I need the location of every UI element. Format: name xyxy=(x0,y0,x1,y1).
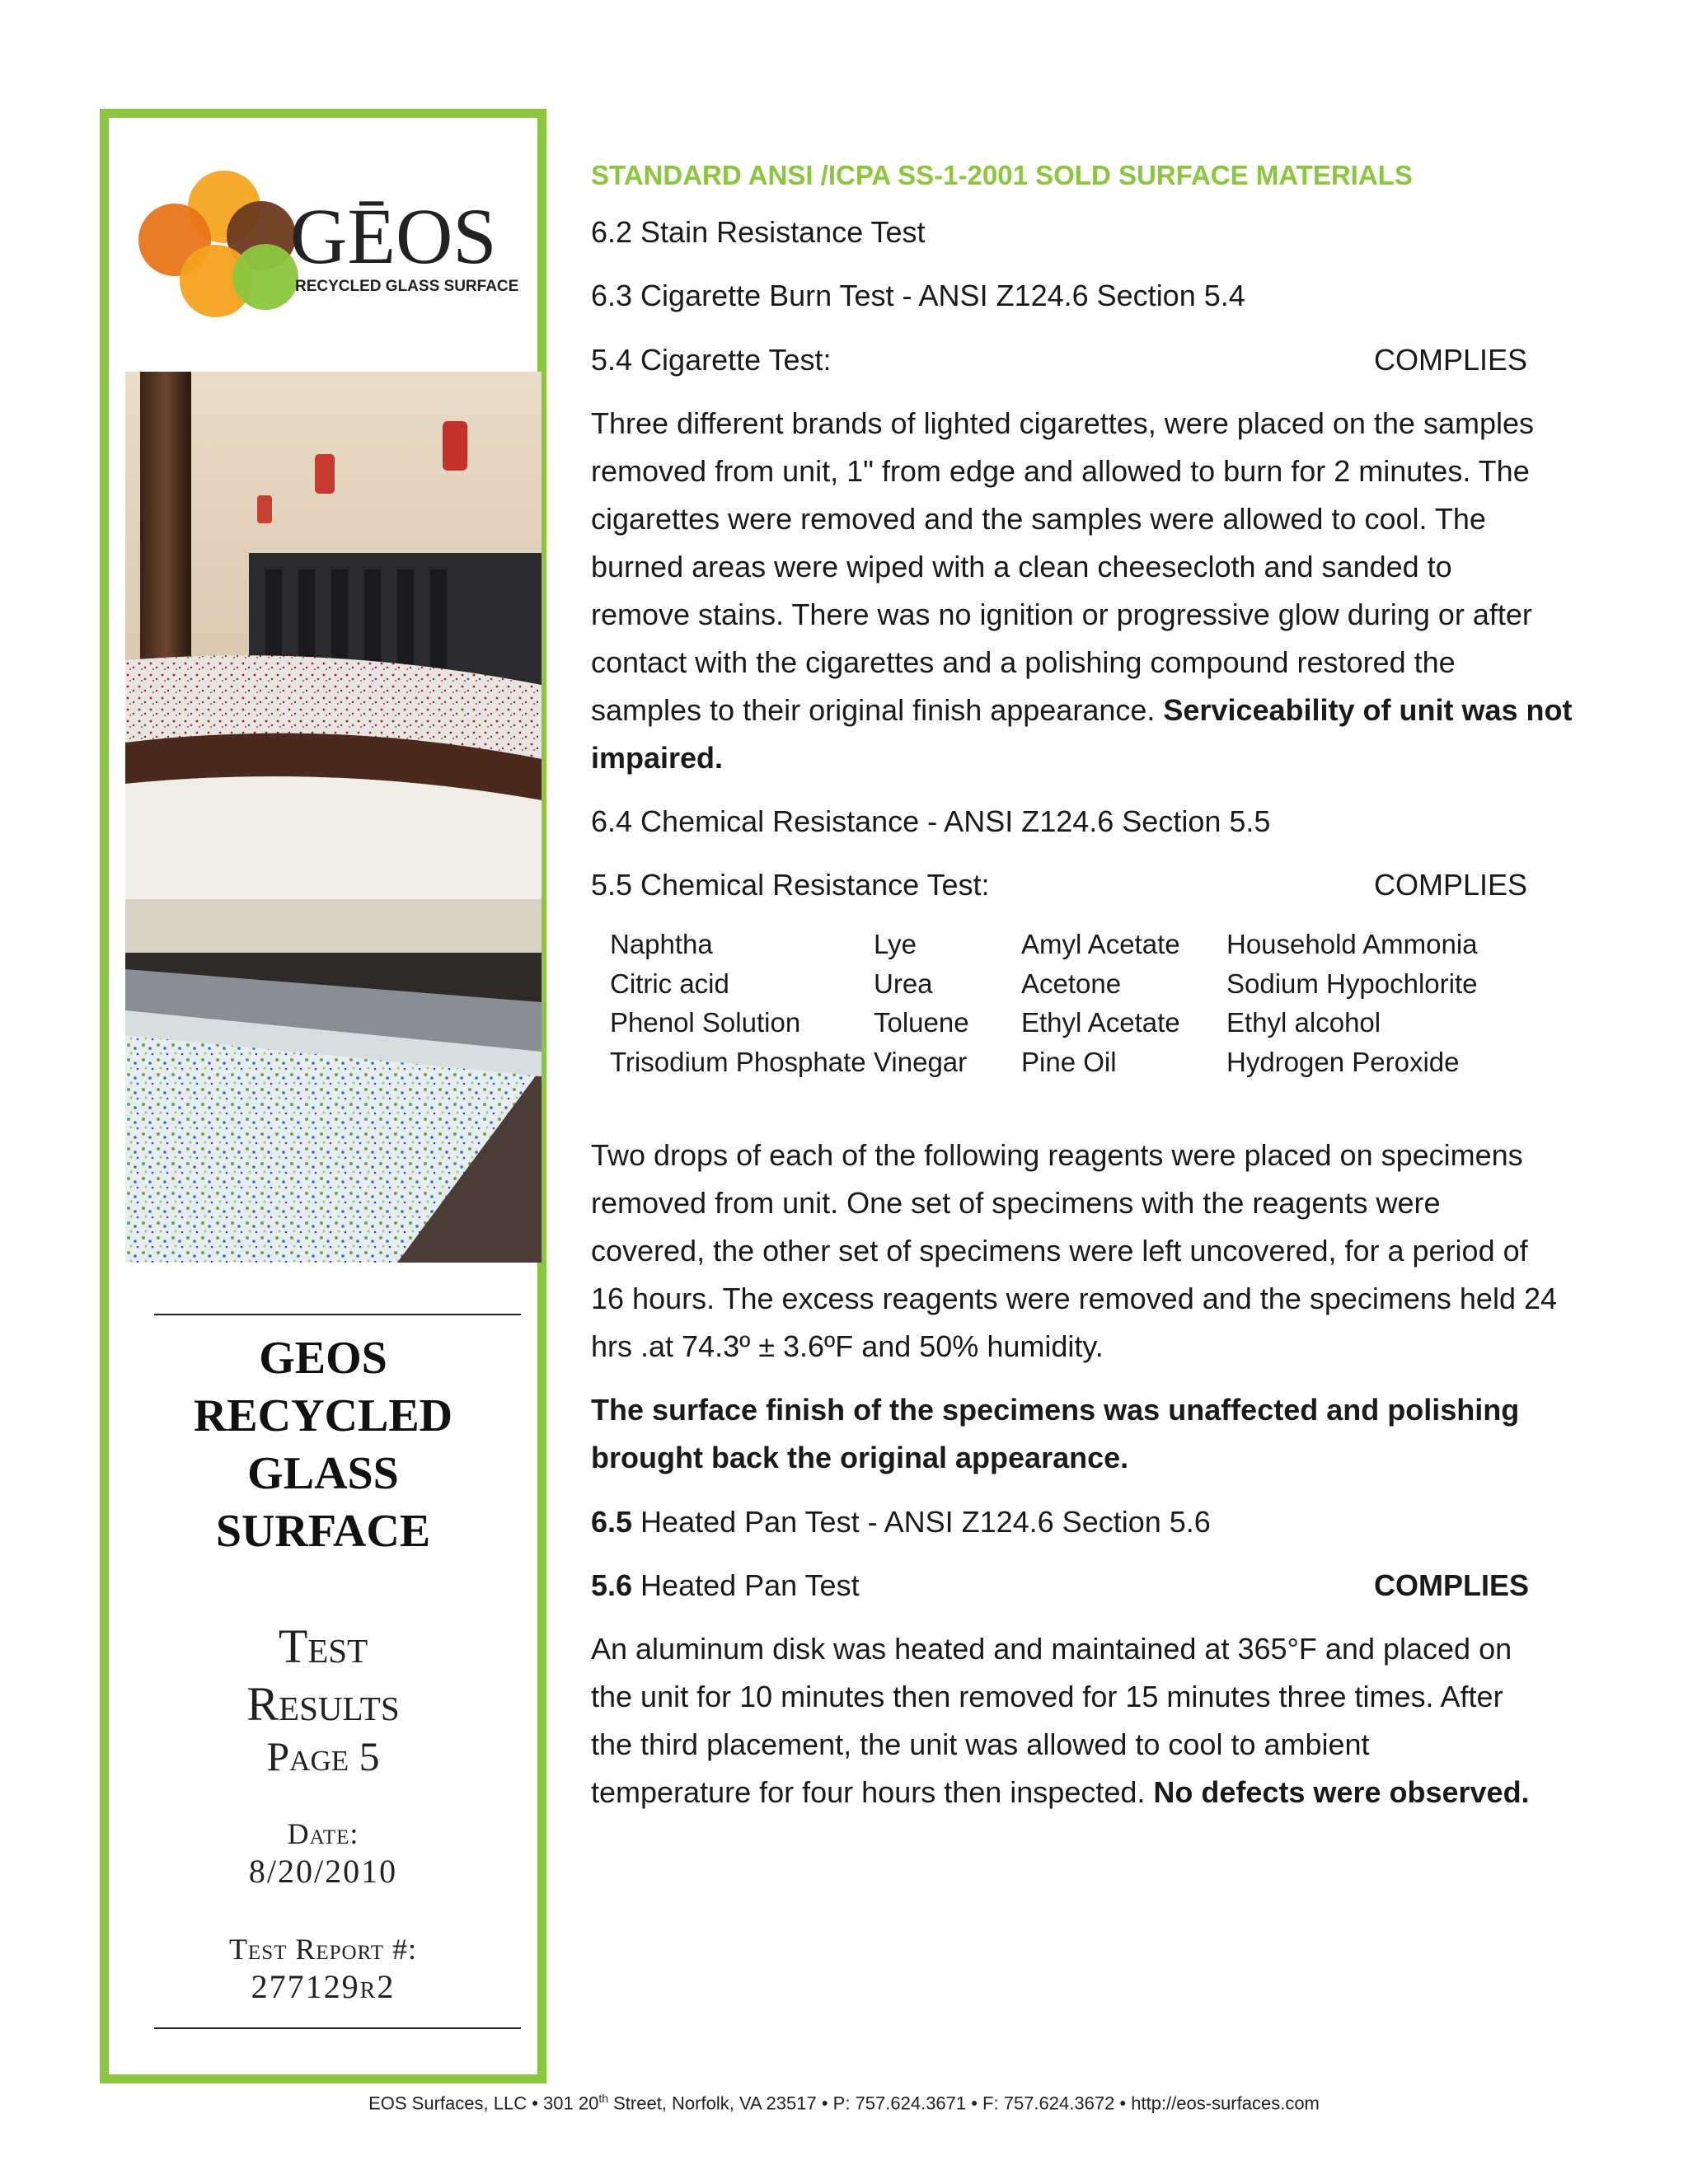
paragraph-line: Two drops of each of the following reagents were placed on specimens xyxy=(591,1138,1523,1172)
chemical-item: Household Ammonia xyxy=(1226,929,1478,959)
paragraph-line: contact with the cigarettes and a polishing compound restored the xyxy=(591,645,1456,679)
paragraph-text: samples to their original finish appearance. xyxy=(591,693,1164,727)
title-line: GLASS xyxy=(247,1448,399,1499)
chemical-paragraph xyxy=(591,1132,1572,1371)
section-5-5-label: 5.5 Chemical Resistance Test: xyxy=(591,868,990,902)
footer-text: Street, Norfolk, VA 23517 • P: 757.624.3671 • F: 757.624.3672 • http://eos-surfaces.com xyxy=(608,2093,1320,2114)
paragraph-line: the third placement, the unit was allowed to cool to ambient xyxy=(591,1727,1370,1761)
paragraph-line: An aluminum disk was heated and maintained at 365°F and placed on xyxy=(591,1632,1512,1666)
paragraph-line: the unit for 10 minutes then removed for 15 minutes three times. After xyxy=(591,1680,1503,1713)
paragraph-line: remove stains. There was no ignition or progressive glow during or after xyxy=(591,598,1532,631)
logo-tagline: RECYCLED GLASS SURFACE xyxy=(295,278,519,295)
chemical-item: Urea xyxy=(874,968,933,999)
section-6-5 xyxy=(591,1498,1211,1546)
section-number: 6.5 xyxy=(591,1505,633,1539)
date-label: Date: xyxy=(287,1817,359,1850)
chemical-item: Lye xyxy=(874,929,917,959)
geos-logo xyxy=(134,166,529,330)
paragraph-line: removed from unit. One set of specimens with the reagents were xyxy=(591,1186,1441,1220)
chemical-item: Naphtha xyxy=(610,929,713,959)
section-6-2: 6.2 Stain Resistance Test xyxy=(591,215,926,249)
section-6-3: 6.3 Cigarette Burn Test - ANSI Z124.6 Section 5.4 xyxy=(591,279,1245,312)
paragraph-line: Three different brands of lighted cigarettes, were placed on the samples xyxy=(591,406,1535,440)
paragraph-bold: No defects were observed. xyxy=(1153,1775,1530,1809)
chemical-item: Sodium Hypochlorite xyxy=(1226,968,1478,999)
paragraph-bold: brought back the original appearance. xyxy=(591,1441,1129,1474)
paragraph-text: temperature for four hours then inspected. xyxy=(591,1775,1154,1809)
report-value: 277129r2 xyxy=(251,1968,396,2005)
sidebar-panel xyxy=(100,109,546,2083)
sidebar-title xyxy=(109,1329,537,1560)
cigarette-paragraph xyxy=(591,400,1572,782)
chemical-item: Hydrogen Peroxide xyxy=(1226,1046,1460,1077)
paragraph-line: hrs .at 74.3º ± 3.6ºF and 50% humidity. xyxy=(591,1329,1104,1363)
paragraph-bold: The surface finish of the specimens was unaffected and polishing xyxy=(591,1393,1520,1427)
paragraph-line xyxy=(591,1434,1572,1482)
sidebar-divider-bottom xyxy=(154,2027,521,2029)
title-line: RECYCLED xyxy=(193,1390,453,1441)
paragraph-line: burned areas were wiped with a clean cheesecloth and sanded to xyxy=(591,550,1452,583)
chemical-item: Trisodium Phosphate xyxy=(610,1046,866,1077)
report-label: Test Report #: xyxy=(228,1933,418,1966)
section-6-4: 6.4 Chemical Resistance - ANSI Z124.6 Section 5.5 xyxy=(591,804,1271,838)
section-5-4-label: 5.4 Cigarette Test: xyxy=(591,343,832,377)
page-label: Page 5 xyxy=(266,1733,380,1779)
section-number: 5.6 xyxy=(591,1568,633,1602)
test-label: Test xyxy=(278,1619,368,1673)
paragraph-line xyxy=(591,1769,1572,1816)
chemical-item: Vinegar xyxy=(874,1046,968,1077)
section-5-5-status: COMPLIES xyxy=(1374,868,1528,902)
results-label: Results xyxy=(246,1677,400,1731)
section-5-4-status: COMPLIES xyxy=(1374,343,1528,377)
chemical-item: Ethyl Acetate xyxy=(1021,1007,1180,1038)
chemical-item: Toluene xyxy=(874,1007,969,1038)
chemical-item: Amyl Acetate xyxy=(1021,929,1180,959)
chemical-result xyxy=(591,1386,1572,1482)
chemical-item: Citric acid xyxy=(610,968,729,999)
paragraph-line: 16 hours. The excess reagents were removed and the specimens held 24 xyxy=(591,1282,1558,1315)
footer-text: EOS Surfaces, LLC • 301 20 xyxy=(368,2093,599,2114)
paragraph-line: cigarettes were removed and the samples were allowed to cool. The xyxy=(591,502,1486,536)
countertop-photo xyxy=(125,372,542,953)
paragraph-line: covered, the other set of specimens were left uncovered, for a period of xyxy=(591,1234,1528,1268)
sidebar-divider-top xyxy=(154,1314,521,1315)
title-line: GEOS xyxy=(259,1333,387,1384)
date-value: 8/20/2010 xyxy=(248,1853,398,1890)
glass-edge-photo xyxy=(125,953,542,1263)
chemical-item: Ethyl alcohol xyxy=(1226,1007,1381,1038)
section-5-6-status: COMPLIES xyxy=(1374,1568,1530,1602)
logo-wordmark: GĒOS xyxy=(290,192,497,280)
chemical-item: Phenol Solution xyxy=(610,1007,801,1038)
section-5-6-label xyxy=(591,1562,860,1610)
chemical-item: Pine Oil xyxy=(1021,1046,1117,1077)
chemical-item: Acetone xyxy=(1021,968,1122,999)
page-footer xyxy=(0,2092,1688,2114)
standard-heading: STANDARD ANSI /ICPA SS-1-2001 SOLD SURFACE MATERIALS xyxy=(591,160,1413,190)
paragraph-line xyxy=(591,687,1572,734)
paragraph-line xyxy=(591,1386,1572,1434)
title-line: SURFACE xyxy=(215,1506,431,1557)
heated-pan-paragraph xyxy=(591,1625,1572,1816)
paragraph-line: removed from unit, 1" from edge and allowed to burn for 2 minutes. The xyxy=(591,454,1530,488)
section-text: Heated Pan Test xyxy=(632,1568,860,1602)
paragraph-line xyxy=(591,734,1572,782)
paragraph-bold: impaired. xyxy=(591,741,724,775)
section-text: Heated Pan Test - ANSI Z124.6 Section 5.6 xyxy=(632,1505,1211,1539)
footer-superscript: th xyxy=(598,2092,608,2105)
paragraph-bold: Serviceability of unit was not xyxy=(1163,693,1573,727)
